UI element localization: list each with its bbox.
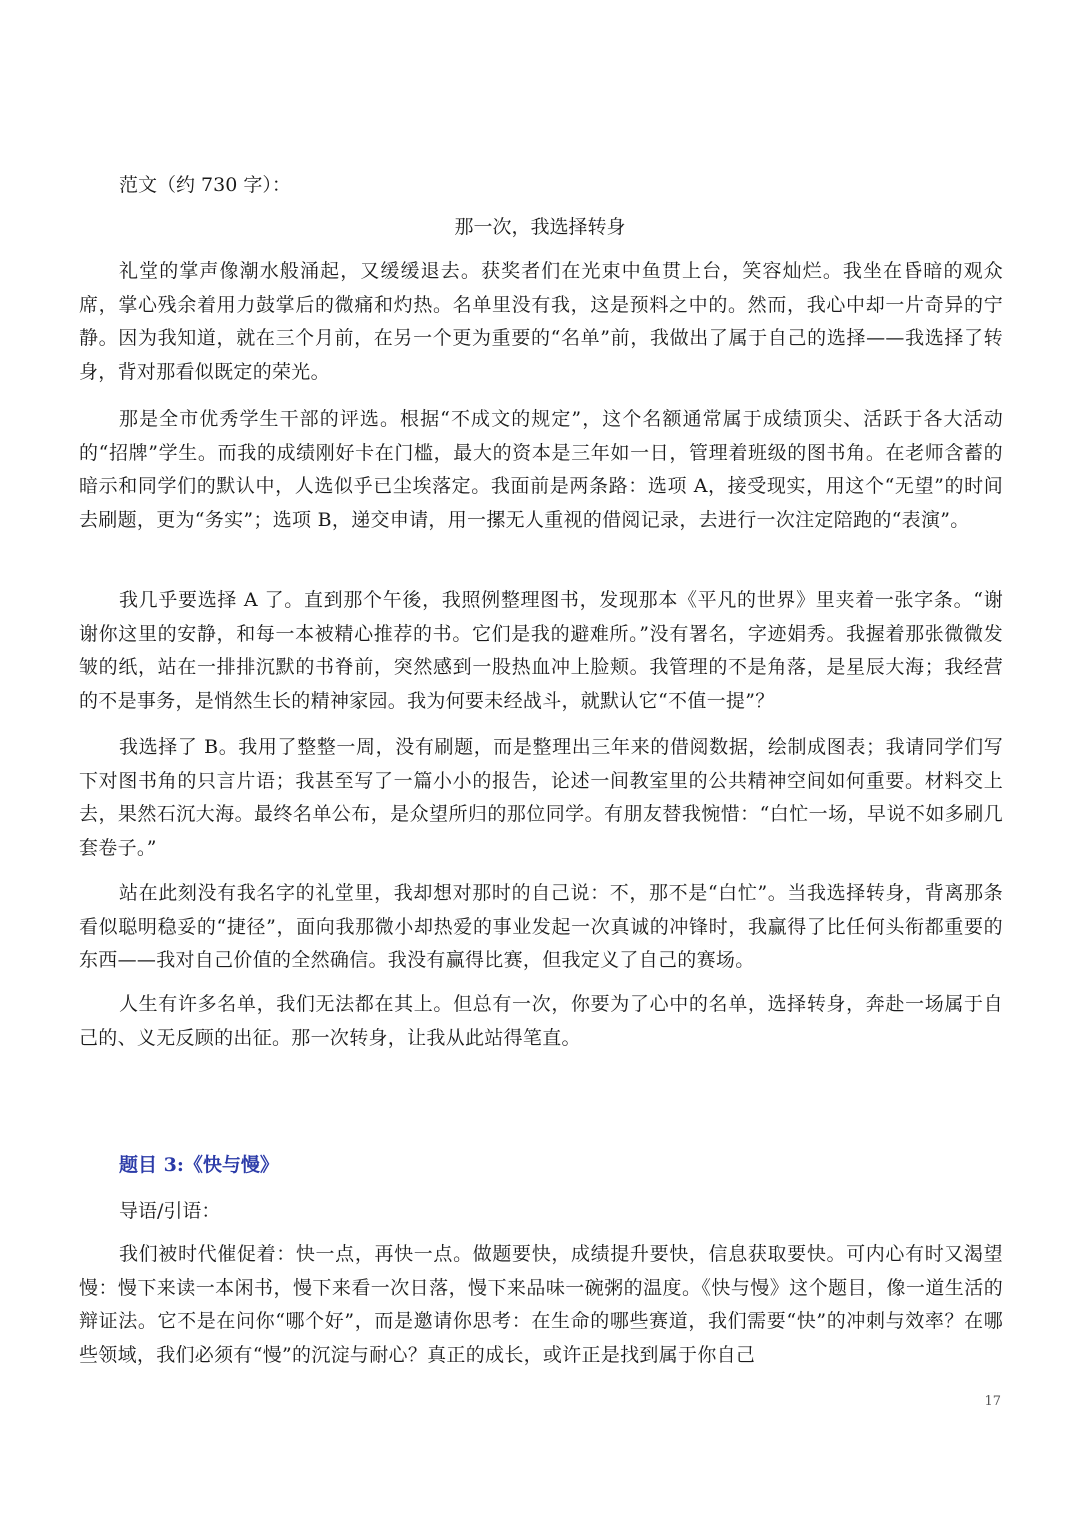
essay-paragraph-3: 我几乎要选择 A 了。直到那个午後，我照例整理图书，发现那本《平凡的世界》里夹着一张字条。“谢谢你这里的安静，和每一本被精心推荐的书。它们是我的避难所。”没有署名，字迹娟秀。我握着那张微微发皱的纸，站在一排排沉默的书脊前，突然感到一股热血冲上脸颊。我管理的不是角落，是星辰大海；我经营的不是事务，是悄然生长的精神家园。我为何要未经战斗，就默认它“不值一提”？ — [79, 589, 1003, 712]
topic-3-heading: 题目 3:《快与慢》 — [119, 1154, 279, 1176]
sample-essay-label: 范文（约 730 字）： — [119, 174, 291, 196]
essay-paragraph-4: 我选择了 B。我用了整整一周，没有刷题，而是整理出三年来的借阅数据，绘制成图表；我请同学们写下对图书角的只言片语；我甚至写了一篇小小的报告，论述一间教室里的公共精神空间如何重要。材料交上去，果然石沉大海。最终名单公布，是众望所归的那位同学。有朋友替我惋惜：“白忙一场，早说不如多刷几套卷子。” — [79, 736, 1003, 859]
essay-paragraph-6: 人生有许多名单，我们无法都在其上。但总有一次，你要为了心中的名单，选择转身，奔赴一场属于自己的、义无反顾的出征。那一次转身，让我从此站得笔直。 — [79, 993, 1003, 1049]
essay-paragraph-2: 那是全市优秀学生干部的评选。根据“不成文的规定”，这个名额通常属于成绩顶尖、活跃于各大活动的“招牌”学生。而我的成绩刚好卡在门槛，最大的资本是三年如一日，管理着班级的图书角。在老师含蓄的暗示和同学们的默认中，人选似乎已尘埃落定。我面前是两条路：选项 A，接受现实，用这个“无望”的时间去刷题，更为“务实”；选项 B，递交申请，用一摞无人重视的借阅记录，去进行一次注定陪跑的“表演”。 — [79, 408, 1003, 531]
intro-label: 导语/引语： — [119, 1200, 221, 1222]
essay-title: 那一次，我选择转身 — [454, 216, 626, 238]
essay-paragraph-5: 站在此刻没有我名字的礼堂里，我却想对那时的自己说：不，那不是“白忙”。当我选择转身，背离那条看似聪明稳妥的“捷径”，面向我那微小却热爱的事业发起一次真诚的冲锋时，我赢得了比任何头衔都重要的东西——我对自己价值的全然确信。我没有赢得比赛，但我定义了自己的赛场。 — [79, 882, 1003, 971]
essay-paragraph-1: 礼堂的掌声像潮水般涌起，又缓缓退去。获奖者们在光束中鱼贯上台，笑容灿烂。我坐在昏暗的观众席，掌心残余着用力鼓掌后的微痛和灼热。名单里没有我，这是预料之中的。然而，我心中却一片奇异的宁静。因为我知道，就在三个月前，在另一个更为重要的“名单”前，我做出了属于自己的选择——我选择了转身，背对那看似既定的荣光。 — [79, 260, 1003, 383]
page-number: 17 — [984, 1394, 1001, 1409]
intro-paragraph: 我们被时代催促着：快一点，再快一点。做题要快，成绩提升要快，信息获取要快。可内心有时又渴望慢：慢下来读一本闲书，慢下来看一次日落，慢下来品味一碗粥的温度。《快与慢》这个题目，像一道生活的辩证法。它不是在问你“哪个好”，而是邀请你思考：在生命的哪些赛道，我们需要“快”的冲刺与效率？在哪些领域，我们必须有“慢”的沉淀与耐心？真正的成长，或许正是找到属于你自己 — [79, 1243, 1003, 1366]
